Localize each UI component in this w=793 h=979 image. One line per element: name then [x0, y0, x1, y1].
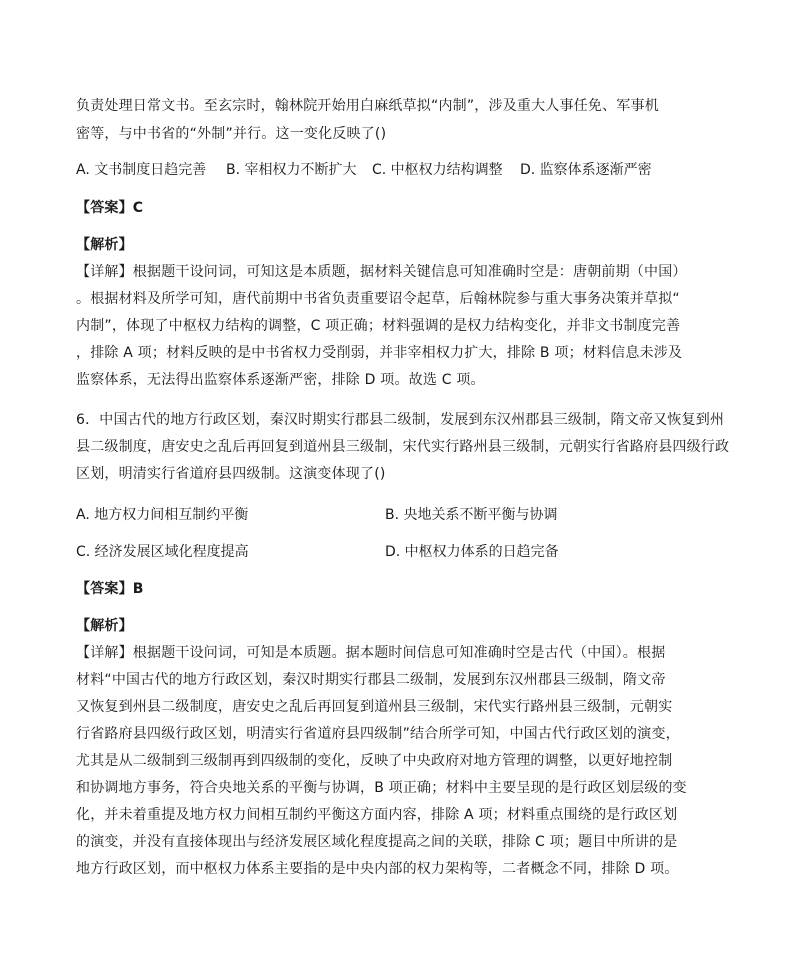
q5-analysis-line-5: 监察体系，无法得出监察体系逐渐严密，排除 D 项。故选 C 项。 [76, 372, 485, 388]
q6-analysis-line-8: 的演变，并没有直接体现出与经济发展区域化程度提高之间的关联，排除 C 项；题目中所讲的是 [76, 834, 678, 850]
q6-answer: 【答案】B [76, 581, 144, 597]
q5-analysis-line-1: 【详解】根据题干设问词，可知这是本质题，据材料关键信息可知准确时空是：唐朝前期（中国） [76, 264, 687, 280]
q6-analysis-line-5: 尤其是从二级制到三级制再到四级制的变化，反映了中央政府对地方管理的调整，以更好地控制 [76, 753, 673, 769]
q6-option-d: D. 中枢权力体系的日趋完备 [385, 544, 559, 560]
q6-analysis-line-1: 【详解】根据题干设问词，可知是本质题。据本题时间信息可知准确时空是古代（中国）。根据 [76, 645, 666, 661]
q5-analysis-line-3: 内制”，体现了中枢权力结构的调整，C 项正确；材料强调的是权力结构变化，并非文书制度完善 [76, 318, 681, 334]
q5-option-d: D. 监察体系逐渐严密 [520, 162, 652, 178]
q5-option-b: B. 宰相权力不断扩大 [226, 162, 357, 178]
q6-stem-line-3: 区划，明清实行省道府县四级制。这演变体现了() [76, 466, 386, 482]
q6-analysis-heading: 【解析】 [76, 618, 133, 634]
q5-option-a: A. 文书制度日趋完善 [76, 162, 207, 178]
q5-analysis-heading: 【解析】 [76, 237, 133, 253]
q6-analysis-line-2: 材料“中国古代的地方行政区划，秦汉时期实行郡县二级制，发展到东汉州郡县三级制，隋文帝 [76, 672, 666, 688]
q5-stem-line-2: 密等，与中书省的“外制”并行。这一变化反映了() [76, 126, 387, 142]
q6-analysis-line-3: 又恢复到州县二级制度，唐安史之乱后再回复到道州县三级制，宋代实行路州县三级制，元朝实 [76, 699, 673, 715]
q6-option-a: A. 地方权力间相互制约平衡 [76, 507, 249, 523]
q5-option-c: C. 中枢权力结构调整 [372, 162, 503, 178]
q5-analysis-line-2: 。根据材料及所学可知，唐代前期中书省负责重要诏令起草，后翰林院参与重大事务决策并草拟“ [76, 291, 680, 307]
q6-analysis-line-9: 地方行政区划，而中枢权力体系主要指的是中央内部的权力架构等，二者概念不同，排除 D 项。 [76, 861, 679, 877]
q6-stem-line-1: 6．中国古代的地方行政区划，秦汉时期实行郡县二级制，发展到东汉州郡县三级制，隋文帝又恢复到州 [76, 412, 725, 428]
q5-stem-line-1: 负责处理日常文书。至玄宗时，翰林院开始用白麻纸草拟“内制”，涉及重大人事任免、军事机 [76, 98, 659, 114]
q5-analysis-line-4: ，排除 A 项；材料反映的是中书省权力受削弱，并非宰相权力扩大，排除 B 项；材料信息未涉及 [76, 345, 683, 361]
q6-option-c: C. 经济发展区域化程度提高 [76, 544, 249, 560]
q6-analysis-line-4: 行省路府县四级行政区划，明清实行省道府县四级制”结合所学可知，中国古代行政区划的演变， [76, 726, 680, 742]
q6-stem-line-2: 县二级制度，唐安史之乱后再回复到道州县三级制，宋代实行路州县三级制，元朝实行省路府县四级行政 [76, 439, 730, 455]
q6-analysis-line-6: 和协调地方事务，符合央地关系的平衡与协调，B 项正确；材料中主要呈现的是行政区划层级的变 [76, 780, 687, 796]
q6-option-b: B. 央地关系不断平衡与协调 [385, 507, 558, 523]
q6-analysis-line-7: 化，并未着重提及地方权力间相互制约平衡这方面内容，排除 A 项；材料重点围绕的是行政区划 [76, 807, 678, 823]
q5-answer: 【答案】C [76, 200, 144, 216]
